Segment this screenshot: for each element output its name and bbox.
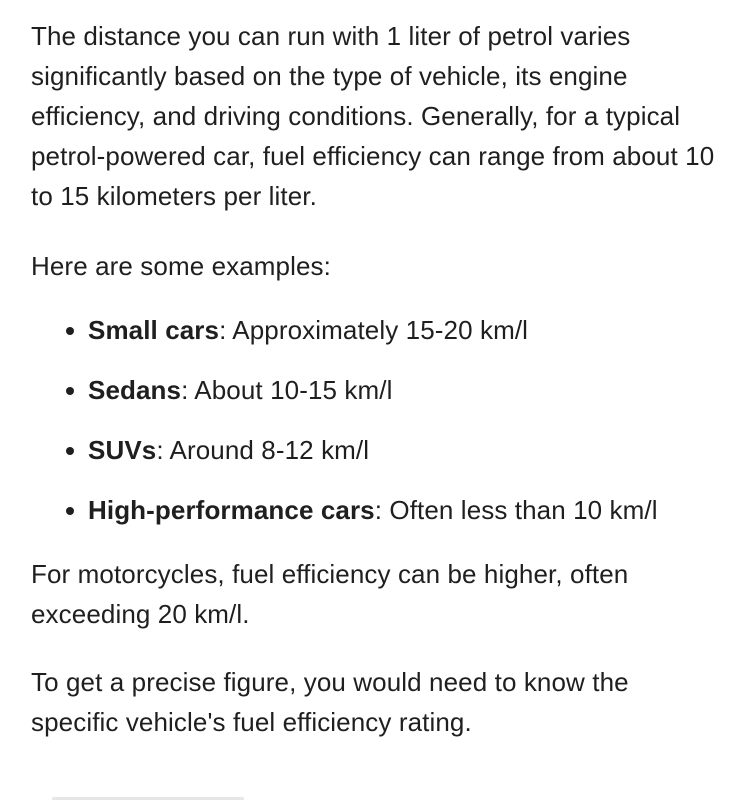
list-item-term: SUVs <box>88 435 157 465</box>
list-item-term: High-performance cars <box>88 495 375 525</box>
bullet-icon <box>66 447 74 455</box>
examples-lead: Here are some examples: <box>31 251 331 281</box>
intro-paragraph: The distance you can run with 1 liter of petrol varies significantly based on the type of vehicle, its engine efficiency, and driving conditions. Generally, for a typical petrol-powered car, fuel efficiency can range from about 10 to 15 kilometers per liter. <box>31 21 715 211</box>
bullet-icon <box>66 387 74 395</box>
examples-list <box>31 310 721 530</box>
list-item <box>88 490 721 530</box>
bullet-icon <box>66 327 74 335</box>
list-item-term: Sedans <box>88 375 182 405</box>
bullet-icon <box>66 507 74 515</box>
list-item <box>88 310 721 350</box>
list-item <box>88 430 721 470</box>
list-item-detail: : Around 8-12 km/l <box>156 435 370 465</box>
list-item-detail: : Often less than 10 km/l <box>374 495 658 525</box>
list-item-term: Small cars <box>88 315 220 345</box>
closing-paragraph: To get a precise figure, you would need to know the specific vehicle's fuel efficiency rating. <box>31 667 629 737</box>
list-item-detail: : Approximately 15-20 km/l <box>219 315 529 345</box>
motorcycles-paragraph: For motorcycles, fuel efficiency can be higher, often exceeding 20 km/l. <box>31 559 629 629</box>
list-item <box>88 370 721 410</box>
list-item-detail: : About 10-15 km/l <box>181 375 393 405</box>
assistant-response <box>31 16 721 742</box>
